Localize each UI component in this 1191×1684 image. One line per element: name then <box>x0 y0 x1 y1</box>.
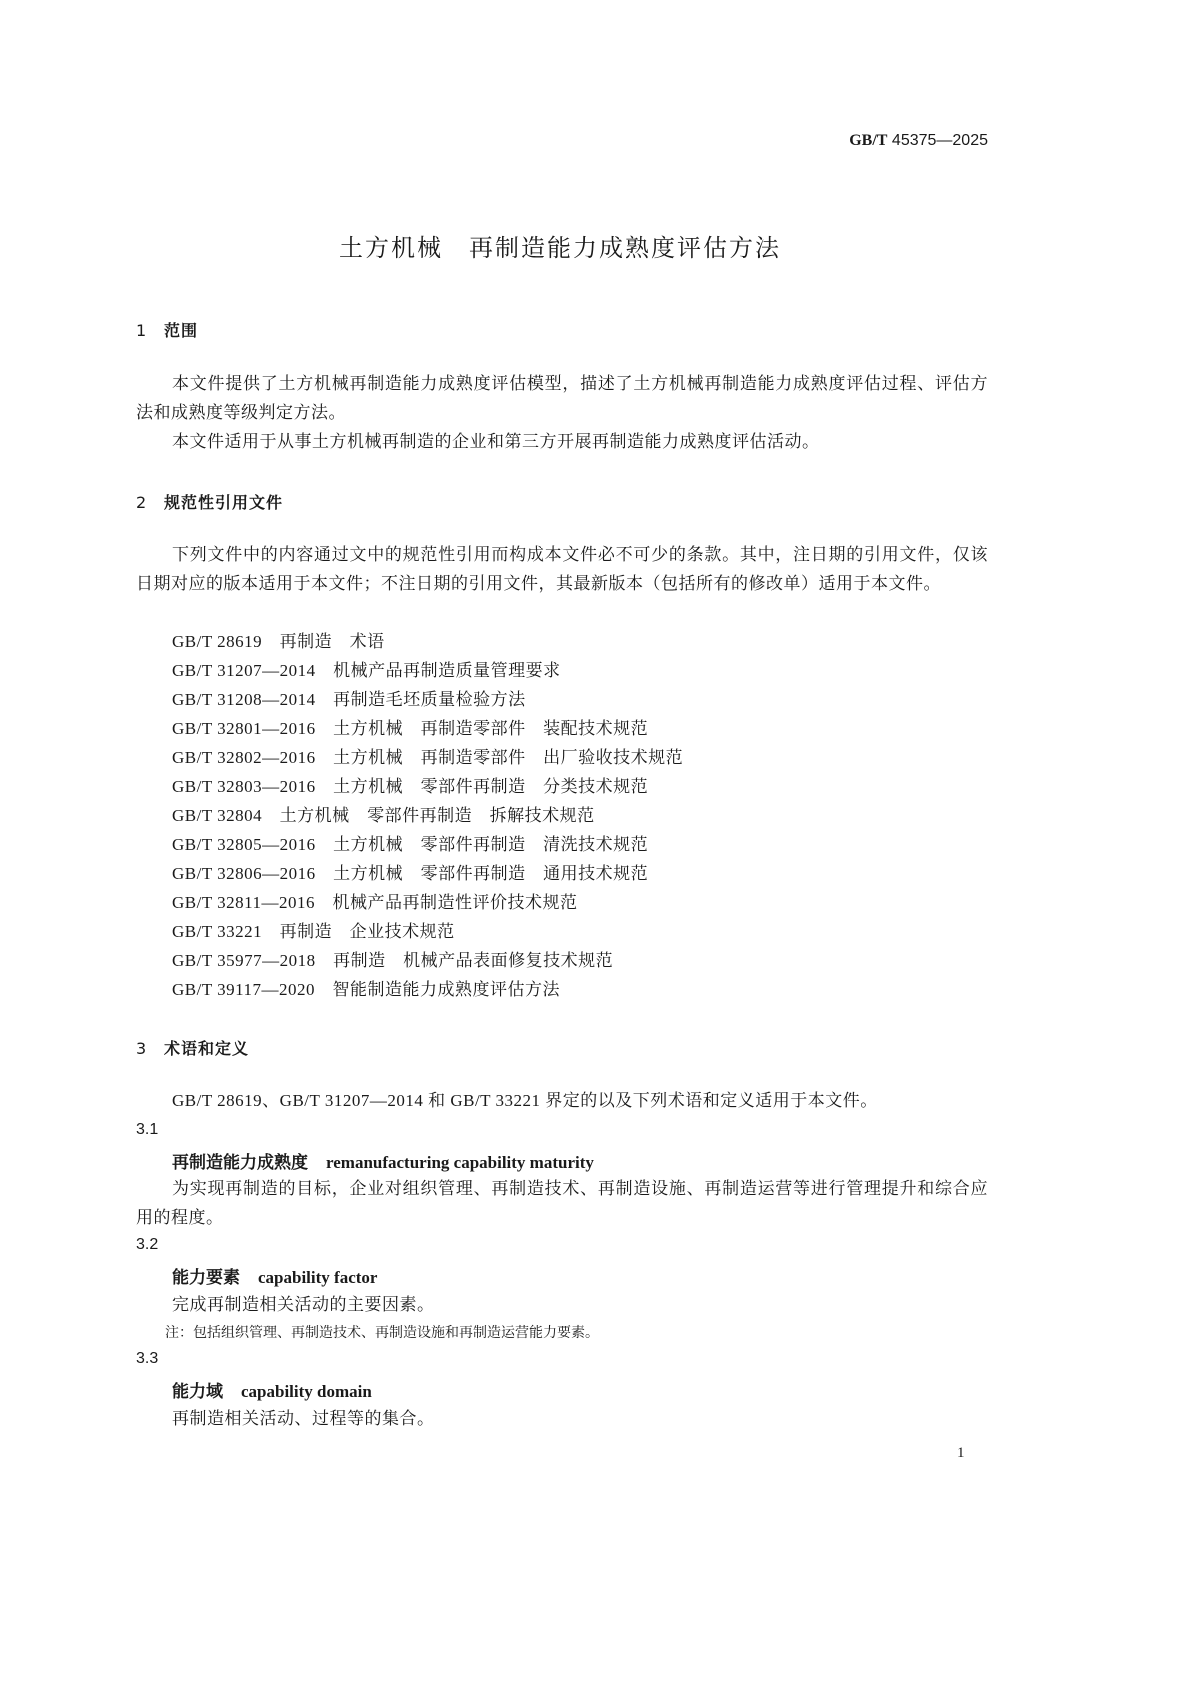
terms-intro: GB/T 28619、GB/T 31207—2014 和 GB/T 33221 界定的以及下列术语和定义适用于本文件。 <box>172 1091 878 1110</box>
term-heading: 能力要素 capability factor <box>172 1268 378 1287</box>
term-definition: 为实现再制造的目标，企业对组织管理、再制造技术、再制造设施、再制造运营等进行管理提升和综合应用的程度。 <box>136 1179 988 1227</box>
term-number: 3.2 <box>136 1236 159 1253</box>
scope-paragraph-2: 本文件适用于从事土方机械再制造的企业和第三方开展再制造能力成熟度评估活动。 <box>172 432 820 451</box>
term-heading: 再制造能力成熟度 remanufacturing capability maturity <box>172 1153 594 1172</box>
standard-code: GB/T 45375—2025 <box>849 132 988 149</box>
document-title: 土方机械 再制造能力成熟度评估方法 <box>339 234 781 262</box>
reference-item: GB/T 32801—2016 土方机械 再制造零部件 装配技术规范 <box>172 719 649 738</box>
reference-item: GB/T 39117—2020 智能制造能力成熟度评估方法 <box>172 980 561 999</box>
reference-item: GB/T 32804 土方机械 零部件再制造 拆解技术规范 <box>172 806 595 825</box>
term-note: 注：包括组织管理、再制造技术、再制造设施和再制造运营能力要素。 <box>165 1326 599 1341</box>
term-number: 3.1 <box>136 1121 159 1138</box>
section-heading-1: 1 范围 <box>136 321 199 340</box>
reference-item: GB/T 32806—2016 土方机械 零部件再制造 通用技术规范 <box>172 864 649 883</box>
reference-item: GB/T 33221 再制造 企业技术规范 <box>172 922 455 941</box>
reference-item: GB/T 32811—2016 机械产品再制造性评价技术规范 <box>172 893 578 912</box>
reference-item: GB/T 32802—2016 土方机械 再制造零部件 出厂验收技术规范 <box>172 748 684 767</box>
normative-intro: 下列文件中的内容通过文中的规范性引用而构成本文件必不可少的条款。其中，注日期的引用文件，仅该日期对应的版本适用于本文件；不注日期的引用文件，其最新版本（包括所有的修改单）适用于本文件。 <box>136 545 988 593</box>
reference-item: GB/T 31208—2014 再制造毛坯质量检验方法 <box>172 690 526 709</box>
term-definition: 再制造相关活动、过程等的集合。 <box>172 1409 435 1428</box>
section-heading-3: 3 术语和定义 <box>136 1039 250 1058</box>
reference-item: GB/T 31207—2014 机械产品再制造质量管理要求 <box>172 661 561 680</box>
reference-item: GB/T 32805—2016 土方机械 零部件再制造 清洗技术规范 <box>172 835 649 854</box>
reference-item: GB/T 35977—2018 再制造 机械产品表面修复技术规范 <box>172 951 614 970</box>
term-definition: 完成再制造相关活动的主要因素。 <box>172 1295 435 1314</box>
reference-item: GB/T 32803—2016 土方机械 零部件再制造 分类技术规范 <box>172 777 649 796</box>
term-number: 3.3 <box>136 1350 159 1367</box>
scope-paragraph-1: 本文件提供了土方机械再制造能力成熟度评估模型，描述了土方机械再制造能力成熟度评估过程、评估方法和成熟度等级判定方法。 <box>136 374 988 422</box>
page-number: 1 <box>957 1445 965 1461</box>
section-heading-2: 2 规范性引用文件 <box>136 493 284 512</box>
reference-item: GB/T 28619 再制造 术语 <box>172 632 385 651</box>
term-heading: 能力域 capability domain <box>172 1382 372 1401</box>
